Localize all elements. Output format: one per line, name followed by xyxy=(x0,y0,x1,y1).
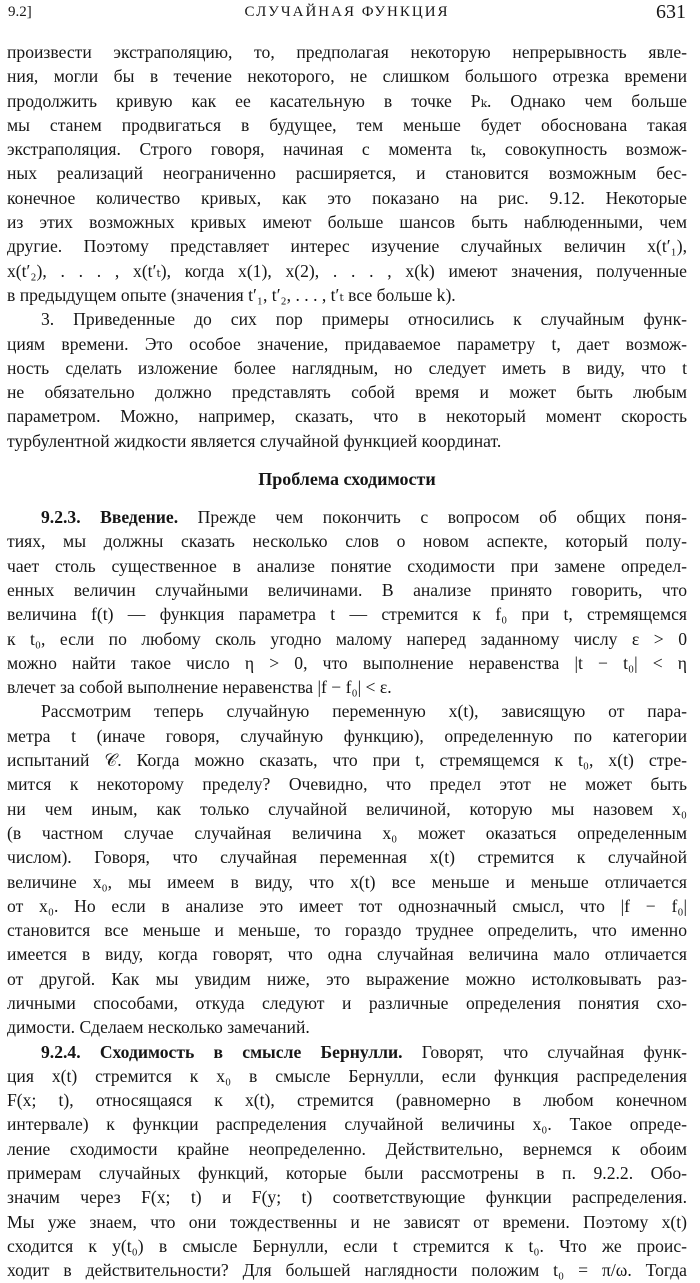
subsection-title: 9.2.4. Сходимость в смысле Бернулли. xyxy=(41,1041,403,1062)
text-line: ни чем иным, как только случайной величиной, которую мы назовем x₀ xyxy=(7,798,687,819)
text-line: ция x(t) стремится к x₀ в смысле Бернулли, если функция распределения xyxy=(7,1065,687,1086)
paragraph-bernoulli xyxy=(7,1040,687,1283)
text-line: к t₀, если по любому сколь угодно малому наперед заданному числу ε > 0 xyxy=(7,628,687,649)
text-line: влечет за собой выполнение неравенства |f − f₀| < ε. xyxy=(7,677,392,698)
running-title: СЛУЧАЙНАЯ ФУНКЦИЯ xyxy=(244,4,450,20)
text-line: ных реализаций неограниченно расширяется, и становится возможным бес- xyxy=(7,163,687,184)
text-line: енных величин случайными величинами. В анализе принято говорить, что xyxy=(7,579,687,600)
subsection-title: 9.2.3. Введение. xyxy=(41,507,179,528)
text-line: мы станем продвигаться в будущее, тем меньше будет обоснована такая xyxy=(7,114,687,135)
text-line: конечное количество кривых, как это показано на рис. 9.12. Некоторые xyxy=(7,187,687,208)
text-line: интервале) к функции распределения случайной величины x₀. Такое опреде- xyxy=(7,1114,687,1135)
text-line: циям времени. Это особое значение, придаваемое параметру t, дает возмож- xyxy=(7,333,687,354)
text-line: (в частном случае случайная величина x₀ может оказаться определенным xyxy=(7,822,687,843)
text-line: от другой. Как мы увидим ниже, это выражение можно истолковывать раз- xyxy=(7,968,687,989)
text-line: ния, могли бы в течение некоторого, не слишком большого отрезка времени xyxy=(7,66,687,87)
text-line: ходит в действительности? Для большей наглядности положим t₀ = π/ω. Тогда xyxy=(7,1260,687,1281)
text-line: становится все меньше и меньше, то гораздо труднее определить, что именно xyxy=(7,920,687,941)
text-line: от x₀. Но если в анализе это имеет тот однозначный смысл, что |f − f₀| xyxy=(7,895,687,916)
text-line xyxy=(7,505,687,529)
text-line: x(t′₂), . . . , x(t′ₜ), когда x(1), x(2), . . . , x(k) имеют значения, полученные xyxy=(7,260,687,281)
section-heading: Проблема сходимости xyxy=(258,469,436,490)
text-line: испытаний 𝒞. Когда можно сказать, что при t, стремящемся к t₀, x(t) стре- xyxy=(7,750,687,771)
text-line: продолжить кривую как ее касательную в точке Pₖ. Однако чем больше xyxy=(7,90,687,111)
paragraph-introduction xyxy=(7,505,687,699)
text-line: примерам случайных функций, которые были рассмотрены в п. 9.2.2. Обо- xyxy=(7,1163,687,1184)
page-number: 631 xyxy=(656,1,686,23)
page-header xyxy=(8,2,686,32)
page-body xyxy=(7,40,687,1283)
paragraph-item-3 xyxy=(7,307,687,453)
text-line: метра t (иначе говоря, случайную функцию), определенную по категории xyxy=(7,725,687,746)
text-line: величине x₀, мы имеем в виду, что x(t) все меньше и меньше отличается xyxy=(7,871,687,892)
text-span: Прежде чем покончить с вопросом об общих поня- xyxy=(178,507,687,528)
text-line: чает столь существенное в анализе понятие сходимости при замене определ- xyxy=(7,555,687,576)
text-line: из этих возможных кривых имеют больше шансов быть наблюденными, чем xyxy=(7,212,687,233)
text-line: величина f(t) — функция параметра t — стремится к f₀ при t, стремящемся xyxy=(7,604,687,625)
text-line: димости. Сделаем несколько замечаний. xyxy=(7,1017,310,1038)
text-span: Говорят, что случайная функ- xyxy=(402,1041,687,1062)
text-line: имеется в виду, когда говорят, что одна случайная величина мало отличается xyxy=(7,944,687,965)
text-line: экстраполяция. Строго говоря, начиная с момента tₖ, совокупность возмож- xyxy=(7,139,687,160)
text-line: ность сделать изложение более наглядным, но следует иметь в виду, что t xyxy=(7,357,687,378)
text-line: 3. Приведенные до сих пор примеры относились к случайным функ- xyxy=(41,309,687,330)
text-line: ление сходимости крайне неопределенно. Действительно, вернемся к обоим xyxy=(7,1138,687,1159)
text-line: Мы уже знаем, что они тождественны и не зависят от времени. Поэтому x(t) xyxy=(7,1211,687,1232)
text-line: Рассмотрим теперь случайную переменную x(t), зависящую от пара- xyxy=(41,701,687,722)
text-line: в предыдущем опыте (значения t′₁, t′₂, . . . , t′ₜ все больше k). xyxy=(7,284,456,305)
text-line: параметром. Можно, например, сказать, что в некоторый момент скорость xyxy=(7,406,687,427)
paragraph-random-variable xyxy=(7,699,687,1039)
text-line: другие. Поэтому представляет интерес изучение случайных величин x(t′₁), xyxy=(7,236,687,257)
paragraph-extrapolation xyxy=(7,40,687,307)
text-line: не обязательно должно представлять собой время и может быть любым xyxy=(7,382,687,403)
text-line: личными способами, откуда следуют и различные определения понятия схо- xyxy=(7,992,687,1013)
text-line: F(x; t), относящаяся к x(t), стремится (равномерно в любом конечном xyxy=(7,1090,687,1111)
text-line: числом). Говоря, что случайная переменная x(t) стремится к случайной xyxy=(7,847,687,868)
text-line: сходится к y(t₀) в смысле Бернулли, если t стремится к t₀. Что же проис- xyxy=(7,1235,687,1256)
text-line: значим через F(x; t) и F(y; t) соответствующие функции распределения. xyxy=(7,1187,687,1208)
section-number: 9.2] xyxy=(8,4,32,20)
text-line: мится к некоторому пределу? Очевидно, что предел этот не может быть xyxy=(7,774,687,795)
text-line: произвести экстраполяцию, то, предполагая некоторую непрерывность явле- xyxy=(7,42,687,62)
text-line xyxy=(7,1040,687,1064)
text-line: тиях, мы должны сказать несколько слов о новом аспекте, который полу- xyxy=(7,531,687,552)
text-line: турбулентной жидкости является случайной функцией координат. xyxy=(7,430,502,451)
text-line: можно найти такое число η > 0, что выполнение неравенства |t − t₀| < η xyxy=(7,652,687,673)
